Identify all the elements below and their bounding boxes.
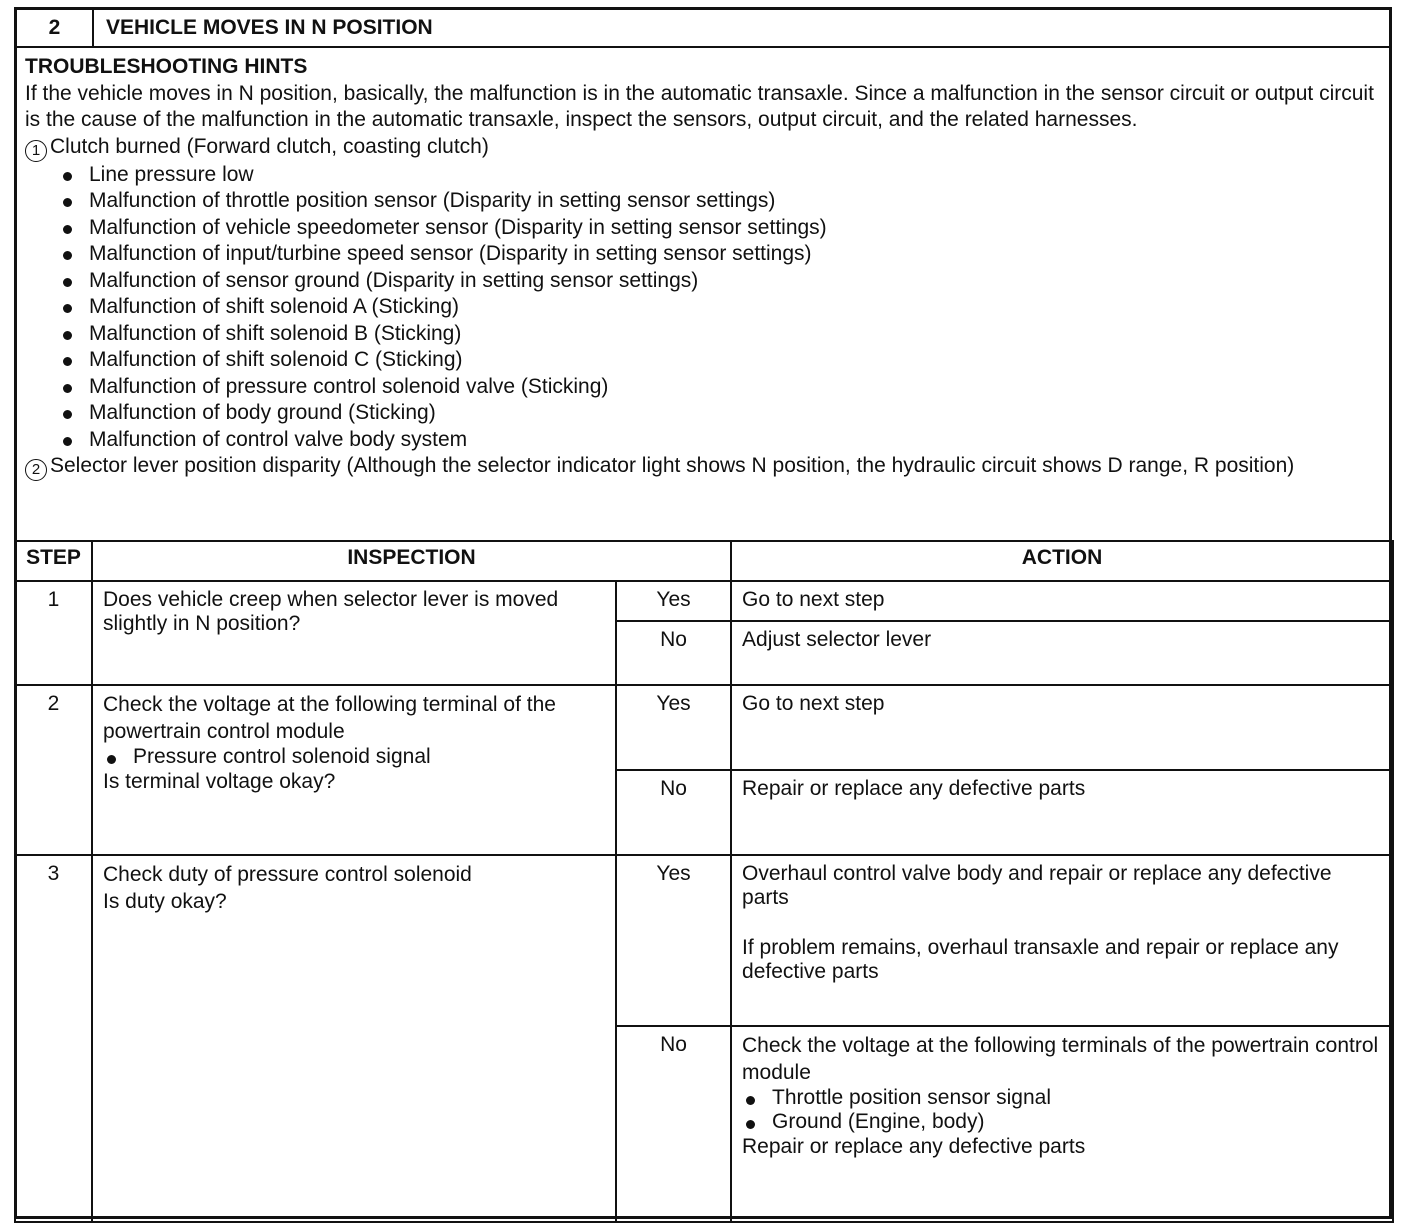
procedure-title: VEHICLE MOVES IN N POSITION: [106, 16, 433, 39]
inspection-table: [14, 540, 1394, 1223]
answer-yes: Yes: [616, 581, 731, 621]
procedure-title-bar: [17, 10, 1389, 48]
cause-bullet: Malfunction of vehicle speedometer sensor (Disparity in setting sensor settings): [59, 215, 1381, 242]
cause-bullet: Malfunction of shift solenoid B (Sticking): [59, 321, 1381, 348]
cause-1-text: Clutch burned (Forward clutch, coasting clutch): [50, 134, 489, 158]
action-no: Adjust selector lever: [731, 621, 1393, 685]
answer-yes: Yes: [616, 685, 731, 770]
cause-bullet: Malfunction of input/turbine speed sensor (Disparity in setting sensor settings): [59, 241, 1381, 268]
cause-bullet: Malfunction of sensor ground (Disparity in setting sensor settings): [59, 268, 1381, 295]
answer-yes: Yes: [616, 855, 731, 1026]
cause-bullet: Line pressure low: [59, 162, 1381, 189]
action-text: Repair or replace any defective parts: [742, 1135, 1086, 1158]
cause-1-bullets: [25, 162, 1381, 454]
step-inspection: Does vehicle creep when selector lever is moved slightly in N position?: [92, 581, 616, 685]
inspection-question: Is terminal voltage okay?: [103, 770, 336, 793]
action-text: Overhaul control valve body and repair or replace any defective parts: [742, 862, 1332, 909]
step-number: 3: [15, 855, 92, 1222]
circled-number-1: 1: [25, 140, 47, 162]
action-text: Check the voltage at the following terminals of the powertrain control module: [742, 1034, 1379, 1084]
step-number: 2: [15, 685, 92, 855]
answer-no: No: [616, 621, 731, 685]
inspection-text: Check duty of pressure control solenoid: [103, 863, 472, 886]
step-number: 1: [15, 581, 92, 685]
header-action: ACTION: [731, 541, 1393, 581]
circled-number-2: 2: [25, 459, 47, 481]
inspection-bullet: Pressure control solenoid signal: [103, 745, 605, 769]
action-text: If problem remains, overhaul transaxle and repair or replace any defective parts: [742, 936, 1339, 983]
action-yes: [731, 855, 1393, 1026]
procedure-frame: [14, 7, 1392, 1219]
troubleshooting-hints: [25, 54, 1381, 481]
inspection-question: Is duty okay?: [103, 889, 227, 913]
header-step: STEP: [15, 541, 92, 581]
inspection-text: Check the voltage at the following terminal of the powertrain control module: [103, 693, 556, 743]
cause-bullet: Malfunction of throttle position sensor (Disparity in setting sensor settings): [59, 188, 1381, 215]
hints-heading: TROUBLESHOOTING HINTS: [25, 55, 308, 78]
table-header-row: [15, 541, 1393, 581]
step-inspection: [92, 855, 616, 1222]
action-bullet: Throttle position sensor signal: [742, 1086, 1382, 1110]
procedure-number: 2: [17, 10, 94, 46]
cause-bullet: Malfunction of shift solenoid A (Sticking): [59, 294, 1381, 321]
table-row: [15, 685, 1393, 770]
cause-1: [25, 134, 1381, 162]
table-row: [15, 855, 1393, 1026]
header-inspection: INSPECTION: [92, 541, 731, 581]
cause-2: [25, 453, 1381, 481]
action-no: [731, 1026, 1393, 1222]
answer-no: No: [616, 1026, 731, 1222]
cause-bullet: Malfunction of body ground (Sticking): [59, 400, 1381, 427]
cause-bullet: Malfunction of control valve body system: [59, 427, 1381, 454]
cause-2-text: Selector lever position disparity (Although the selector indicator light shows N position, the hydraulic circuit shows D range, R position): [50, 454, 1295, 477]
action-no: Repair or replace any defective parts: [731, 770, 1393, 855]
action-yes: Go to next step: [731, 581, 1393, 621]
table-row: [15, 581, 1393, 621]
cause-bullet: Malfunction of pressure control solenoid valve (Sticking): [59, 374, 1381, 401]
action-bullet: Ground (Engine, body): [742, 1110, 1382, 1134]
hints-intro: If the vehicle moves in N position, basically, the malfunction is in the automatic transaxle. Since a malfunction in the sensor circuit or output circuit is the cause of the malfunction in the automatic transaxle, inspect the sensors, output circuit, and the related harnesses.: [25, 81, 1374, 131]
step-inspection: [92, 685, 616, 855]
cause-bullet: Malfunction of shift solenoid C (Sticking): [59, 347, 1381, 374]
action-yes: Go to next step: [731, 685, 1393, 770]
answer-no: No: [616, 770, 731, 855]
